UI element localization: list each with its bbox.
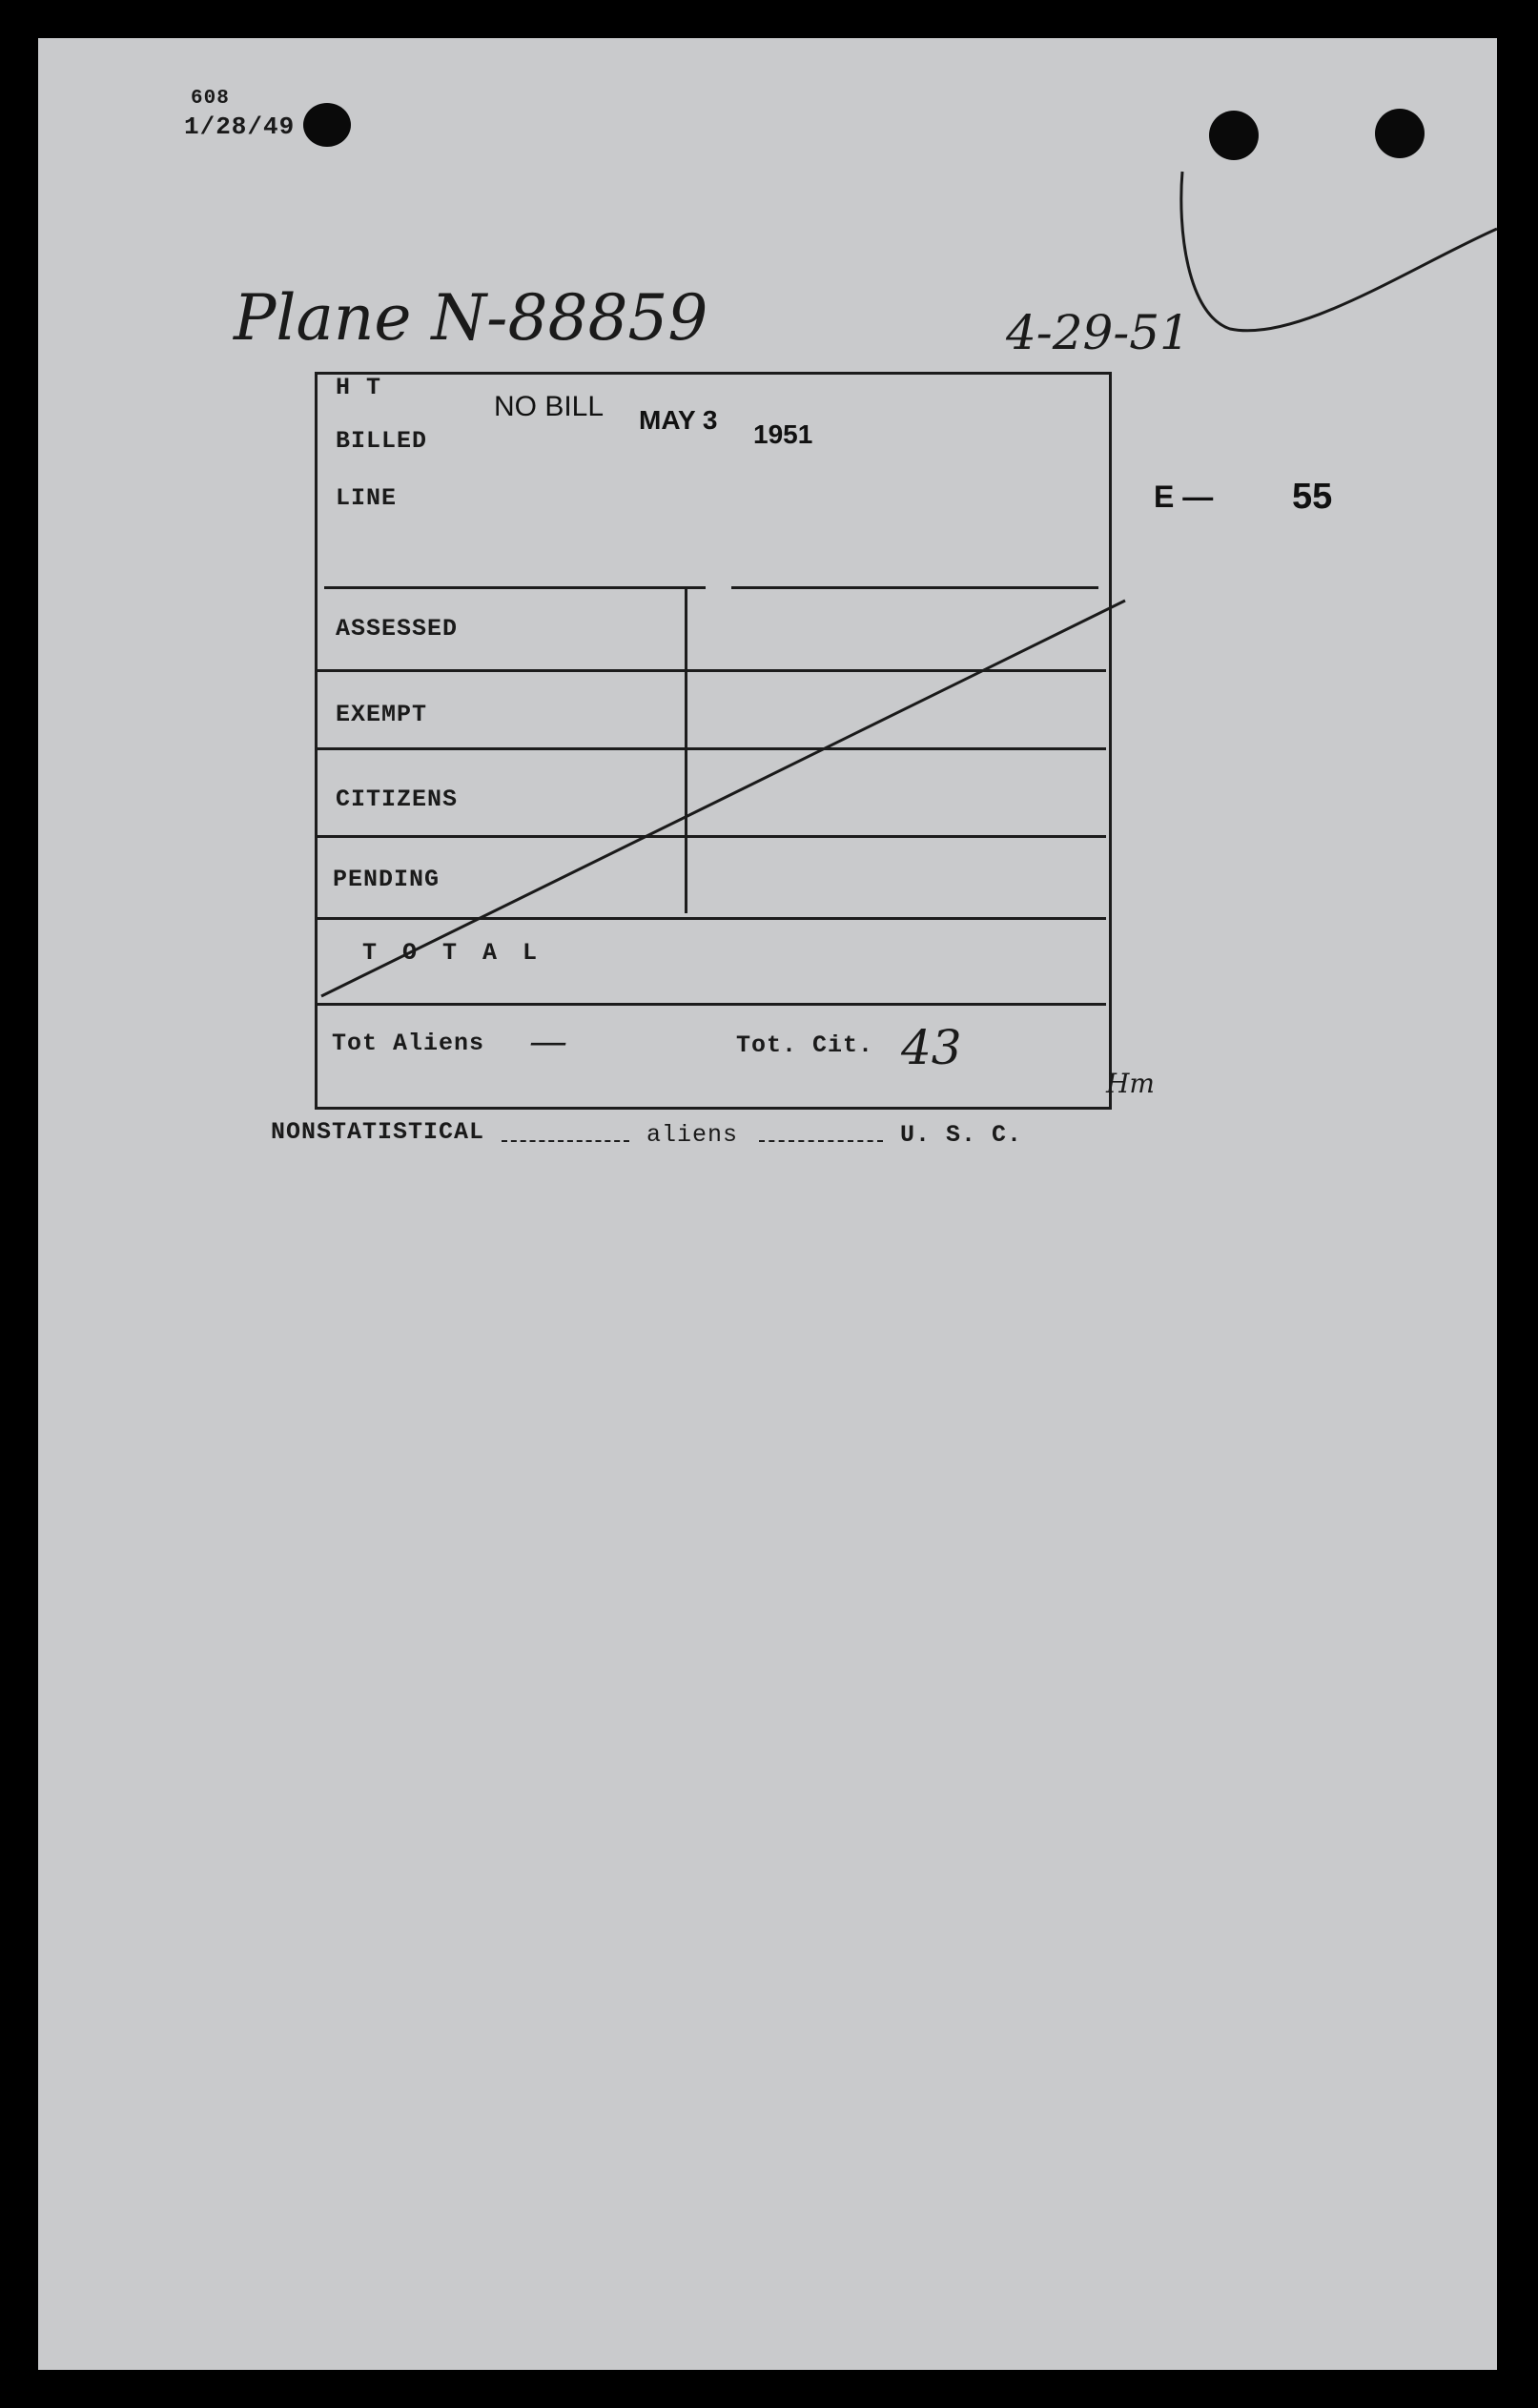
row-pending: PENDING (333, 866, 441, 893)
stamp-month-day: MAY 3 (639, 405, 718, 435)
nonstatistical-blank (502, 1140, 629, 1142)
date-handwritten: 4-29-51 (1006, 305, 1190, 360)
tot-aliens-label: Tot Aliens (332, 1030, 485, 1057)
row-divider (318, 669, 1106, 672)
aliens-label: aliens (646, 1121, 739, 1149)
no-bill-stamp: NO BILL (494, 391, 605, 422)
row-citizens: CITIZENS (336, 786, 459, 813)
stamp-year: 1951 (753, 419, 813, 449)
total-label: T O T A L (362, 939, 543, 967)
form-revision-date: 1/28/49 (184, 112, 296, 141)
tot-aliens-value: — (529, 1020, 567, 1064)
header-line: LINE (336, 484, 398, 512)
nonstatistical-label: NONSTATISTICAL (271, 1118, 485, 1146)
form-number: 608 (191, 88, 230, 110)
row-assessed: ASSESSED (336, 615, 459, 643)
row-divider (315, 1003, 1106, 1006)
header-ht: H T (336, 374, 382, 401)
header-billed: BILLED (336, 427, 428, 455)
header-divider-right (731, 586, 1098, 589)
column-divider (685, 589, 687, 913)
header-divider-left (324, 586, 706, 589)
initials-handwritten: Hm (1106, 1068, 1155, 1099)
tot-cit-value: 43 (901, 1020, 962, 1075)
side-mark: E — (1154, 480, 1214, 514)
row-divider (315, 835, 1106, 838)
document-page (38, 38, 1497, 2370)
aliens-blank (759, 1140, 883, 1142)
row-exempt: EXEMPT (336, 701, 428, 728)
tot-cit-label: Tot. Cit. (736, 1031, 874, 1059)
row-divider (315, 917, 1106, 920)
side-number: 55 (1292, 477, 1333, 517)
plane-number-handwritten: Plane N-88859 (234, 281, 708, 355)
row-divider (318, 747, 1106, 750)
usc-label: U. S. C. (900, 1121, 1023, 1149)
manifest-table (315, 372, 1112, 1110)
